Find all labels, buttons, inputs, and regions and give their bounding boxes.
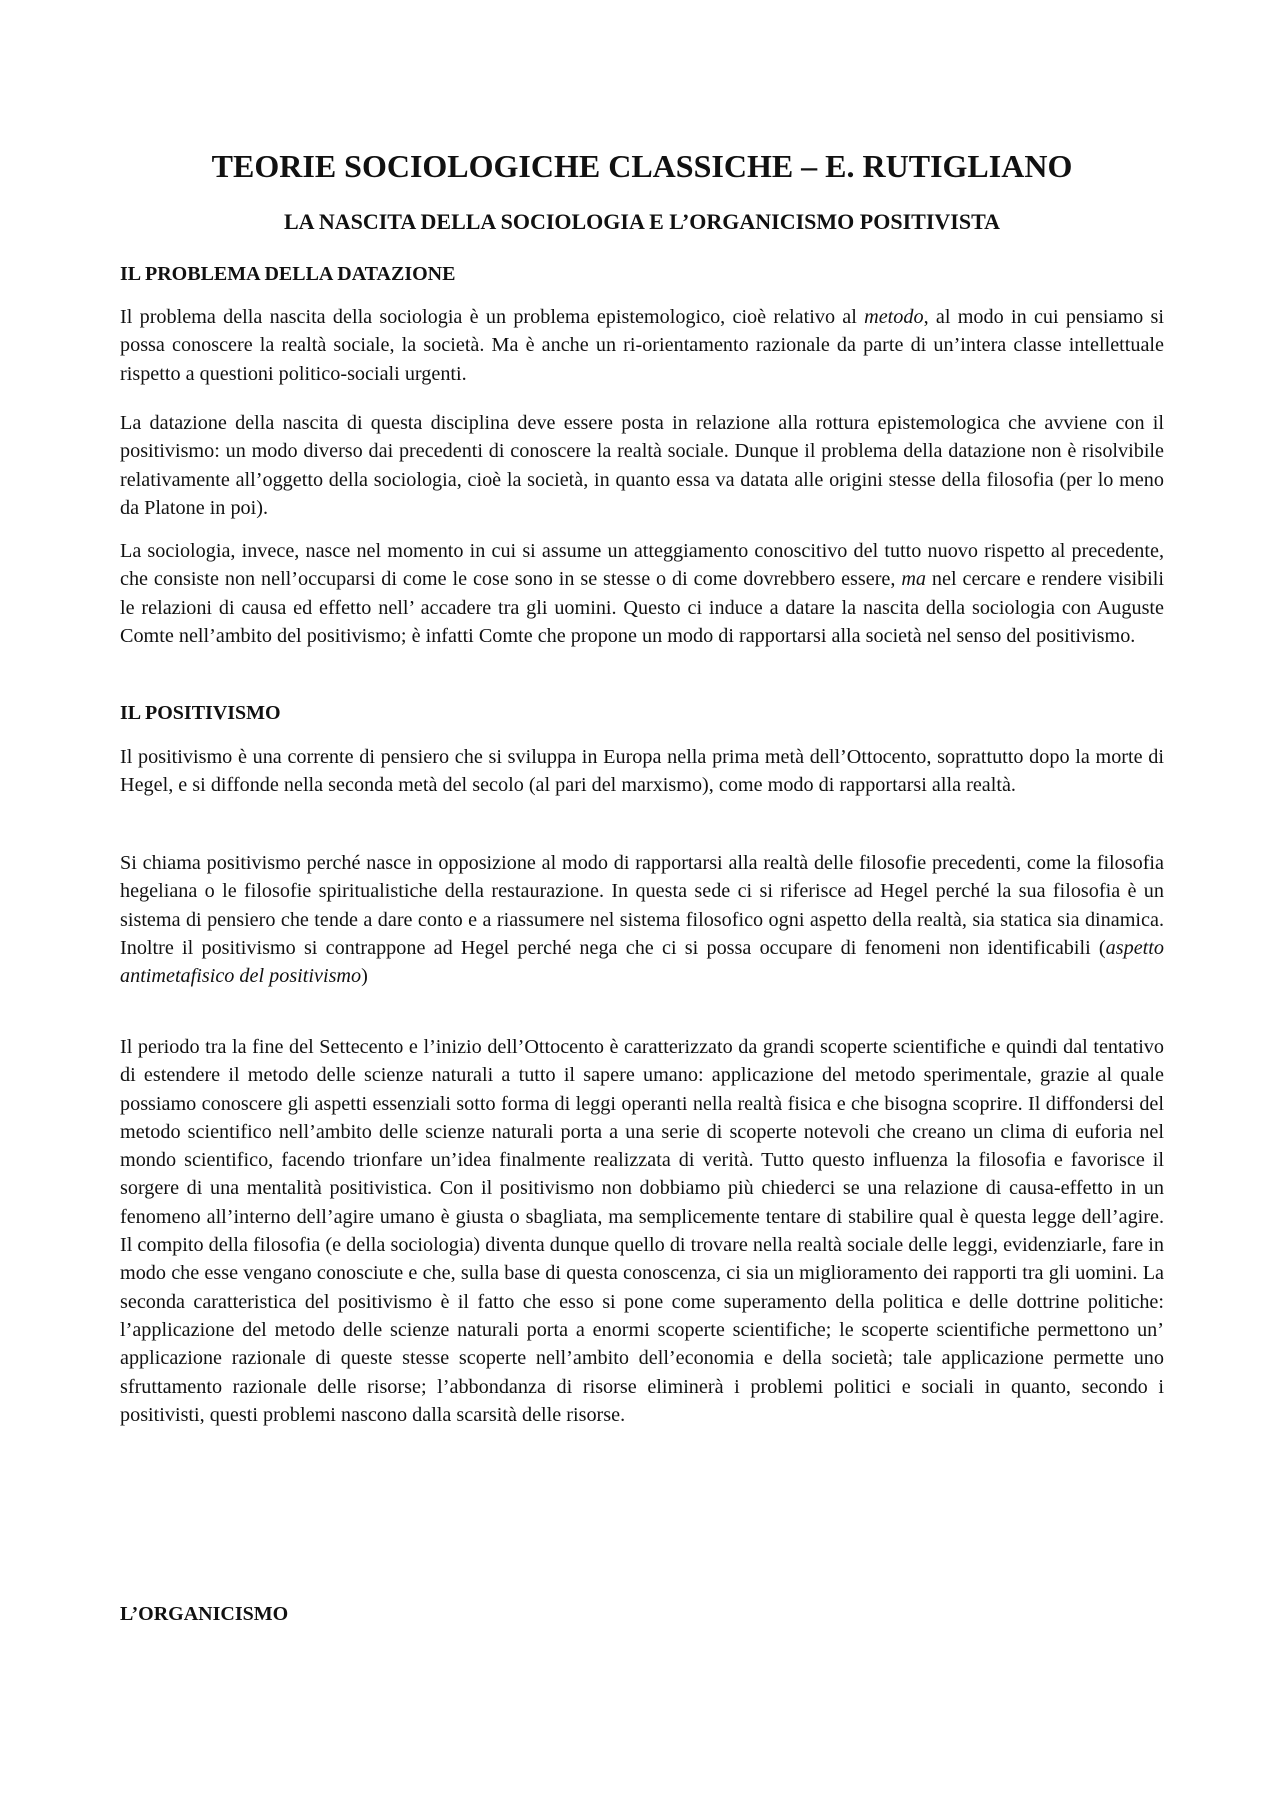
- paragraph-datazione-3: [120, 537, 1164, 650]
- section-heading-organicismo: L’ORGANICISMO: [120, 1603, 289, 1625]
- text-run: Il problema della nascita della sociologia è un problema epistemologico, cioè relativo al: [120, 306, 865, 328]
- italic-text: ma: [901, 568, 927, 591]
- paragraph-datazione-1: [120, 303, 1164, 388]
- section-heading-datazione: IL PROBLEMA DELLA DATAZIONE: [120, 263, 456, 285]
- paragraph-positivismo-3: Il periodo tra la fine del Settecento e l’inizio dell’Ottocento è caratterizzato da grandi scoperte scientifiche e quindi dal tentativo di estendere il metodo delle scienze naturali a tutto il sapere umano: applicazione del metodo sperimentale, grazie al quale possiamo conoscere gli aspetti essenziali sotto forma di leggi operanti nella realtà fisica e che bisogna scoprire. Il diffondersi del metodo scientifico nell’ambito delle scienze naturali porta a una serie di scoperte notevoli che creano un clima di euforia nel mondo scientifico, facendo trionfare un’idea finalmente realizzata di verità. Tutto questo influenza la filosofia e favorisce il sorgere di una mentalità positivistica. Con il positivismo non dobbiamo più chiederci se una relazione di causa-effetto in un fenomeno all’interno dell’agire umano è giusta o sbagliata, ma semplicemente tentare di stabilire qual è questa legge dell’agire. Il compito della filosofia (e della sociologia) diventa dunque quello di trovare nella realtà sociale delle leggi, evidenziarle, fare in modo che esse vengano conosciute e che, sulla base di questa conoscenza, ci sia un miglioramento dei rapporti tra gli uomini. La seconda caratteristica del positivismo è il fatto che esso si pone come superamento della politica e delle dottrine politiche: l’applicazione del metodo delle scienze naturali porta a enormi scoperte scientifiche; le scoperte scientifiche permettono un’ applicazione razionale di queste stesse scoperte nell’ambito dell’economia e della società; tale applicazione permette uno sfruttamento razionale delle risorse; l’abbondanza di risorse eliminerà i problemi politici e sociali in quanto, secondo i positivisti, questi problemi nascono dalla scarsità delle risorse.: [120, 1036, 1164, 1426]
- italic-text: aspetto antimetafisico del positivismo: [120, 936, 1164, 988]
- text-run: ): [361, 965, 368, 988]
- document-title: TEORIE SOCIOLOGICHE CLASSICHE – E. RUTIGLIANO: [211, 148, 1073, 184]
- section-heading-positivismo: IL POSITIVISMO: [120, 702, 281, 724]
- paragraph-datazione-2: La datazione della nascita di questa disciplina deve essere posta in relazione alla rottura epistemologica che avviene con il positivismo: un modo diverso dai precedenti di conoscere la realtà sociale. Dunque il problema della datazione non è risolvibile relativamente all’oggetto della sociologia, cioè la società, in quanto essa va datata alle origini stesse della filosofia (per lo meno da Platone in poi).: [120, 412, 1164, 519]
- document-subtitle: LA NASCITA DELLA SOCIOLOGIA E L’ORGANICISMO POSITIVISTA: [283, 209, 1000, 234]
- text-run: , al modo in cui pensiamo si possa conoscere la realtà sociale, la società. Ma è anche un ri-orientamento razionale da parte di un’intera classe intellettuale rispetto a questioni politico-sociali urgenti.: [120, 306, 1164, 385]
- text-run: Si chiama positivismo perché nasce in opposizione al modo di rapportarsi alla realtà delle filosofie precedenti, come la filosofia hegeliana o le filosofie spiritualistiche della restaurazione. In questa sede ci si riferisce ad Hegel perché la sua filosofia è un sistema di pensiero che tende a dare conto e a riassumere nel sistema filosofico ogni aspetto della realtà, sia statica sia dinamica. Inoltre il positivismo si contrappone ad Hegel perché nega che ci si possa occupare di fenomeni non identificabili (: [120, 852, 1164, 959]
- text-run: La sociologia, invece, nasce nel momento in cui si assume un atteggiamento conoscitivo del tutto nuovo rispetto al precedente, che consiste non nell’occuparsi di come le cose sono in se stesse o di come dovrebbero essere,: [120, 540, 1164, 591]
- paragraph-positivismo-1: Il positivismo è una corrente di pensiero che si sviluppa in Europa nella prima metà dell’Ottocento, soprattutto dopo la morte di Hegel, e si diffonde nella seconda metà del secolo (al pari del marxismo), come modo di rapportarsi alla realtà.: [120, 746, 1164, 797]
- italic-text: metodo: [864, 306, 924, 328]
- text-run: nel cercare e rendere visibili le relazioni di causa ed effetto nell’ accadere tra gli uomini. Questo ci induce a datare la nascita della sociologia con Auguste Comte nell’ambito del positivismo; è infatti Comte che propone un modo di rapportarsi alla società nel senso del positivismo.: [120, 568, 1164, 647]
- paragraph-positivismo-2: [120, 849, 1164, 990]
